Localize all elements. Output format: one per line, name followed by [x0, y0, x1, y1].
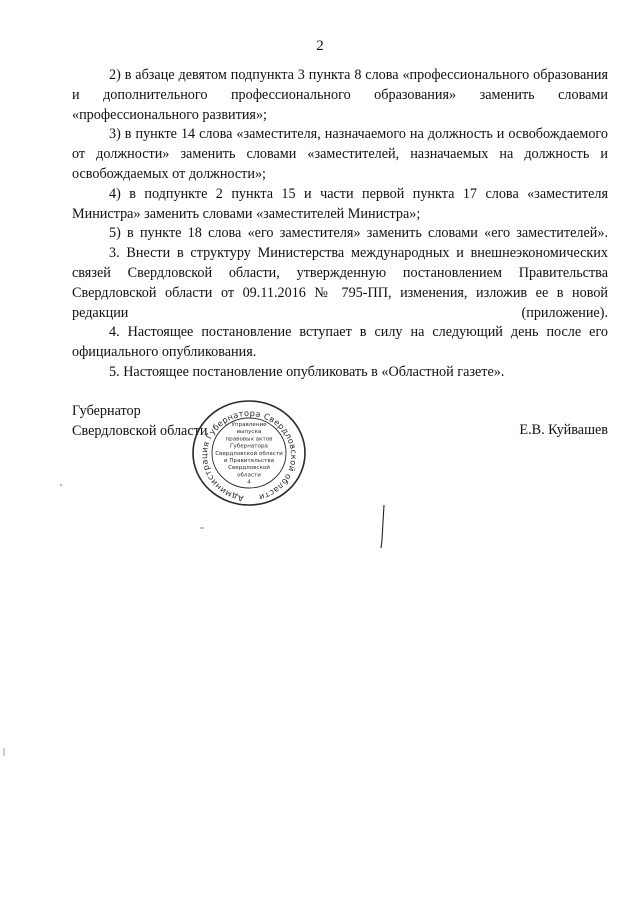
- paragraph-section-3: 3. Внести в структуру Министерства международных и внешнеэкономических связей Свердловской области, утвержденную постановлением Правительства Свердловской области от 09.11.2016 № 795-ПП, изменения, изложив ее в новой редакции (приложение).: [72, 245, 608, 321]
- official-seal: [190, 398, 308, 508]
- signatory-name: Е.В. Куйвашев: [519, 422, 608, 438]
- paragraph-item-2: 2) в абзаце девятом подпункта 3 пункта 8 слова «профессионального образования и дополнительного профессионального образования» заменить словами «профессионального развития»;: [72, 67, 608, 123]
- signature-title-line1: Губернатор: [72, 403, 141, 419]
- signature-title-line2: Свердловской области: [72, 422, 208, 439]
- seal-center-line: Управление: [231, 422, 267, 428]
- page-number: 2: [316, 38, 324, 54]
- seal-center-line: правовых актов: [225, 436, 273, 443]
- seal-center-line: 4: [247, 479, 251, 486]
- seal-ring-text: Администрация Губернатора Свердловской области: [199, 407, 300, 504]
- paragraph-section-4: 4. Настоящее постановление вступает в силу на следующий день после его официального опубликования.: [72, 324, 608, 361]
- seal-center-line: Свердловской области: [215, 450, 283, 457]
- paragraph-section-5: 5. Настоящее постановление опубликовать в «Областной газете».: [109, 363, 505, 380]
- scan-dot: [60, 484, 62, 486]
- paragraph-item-5: 5) в пункте 18 слова «его заместителя» заменить словами «его заместителей».: [109, 225, 608, 242]
- seal-center-line: Свердловской: [228, 465, 270, 472]
- seal-graphic: [190, 398, 308, 508]
- seal-center-line: Губернатора: [230, 443, 268, 450]
- seal-center-line: и Правительства: [223, 458, 275, 464]
- paragraph-item-4: 4) в подпункте 2 пункта 15 и части первой пункта 17 слова «заместителя Министра» заменить словами «заместителей Министра»;: [72, 185, 608, 222]
- seal-center-line: области: [237, 472, 261, 479]
- document-body: [72, 66, 608, 383]
- seal-center-line: выпуска: [236, 429, 262, 436]
- signature-title: [72, 402, 207, 442]
- paragraph-item-3: 3) в пункте 14 слова «заместителя, назначаемого на должность и освобождаемого от должности» заменить словами «заместителей, назначаемых на должность и освобождаемых от должности»;: [72, 126, 608, 182]
- pen-stroke-mark: [381, 505, 384, 548]
